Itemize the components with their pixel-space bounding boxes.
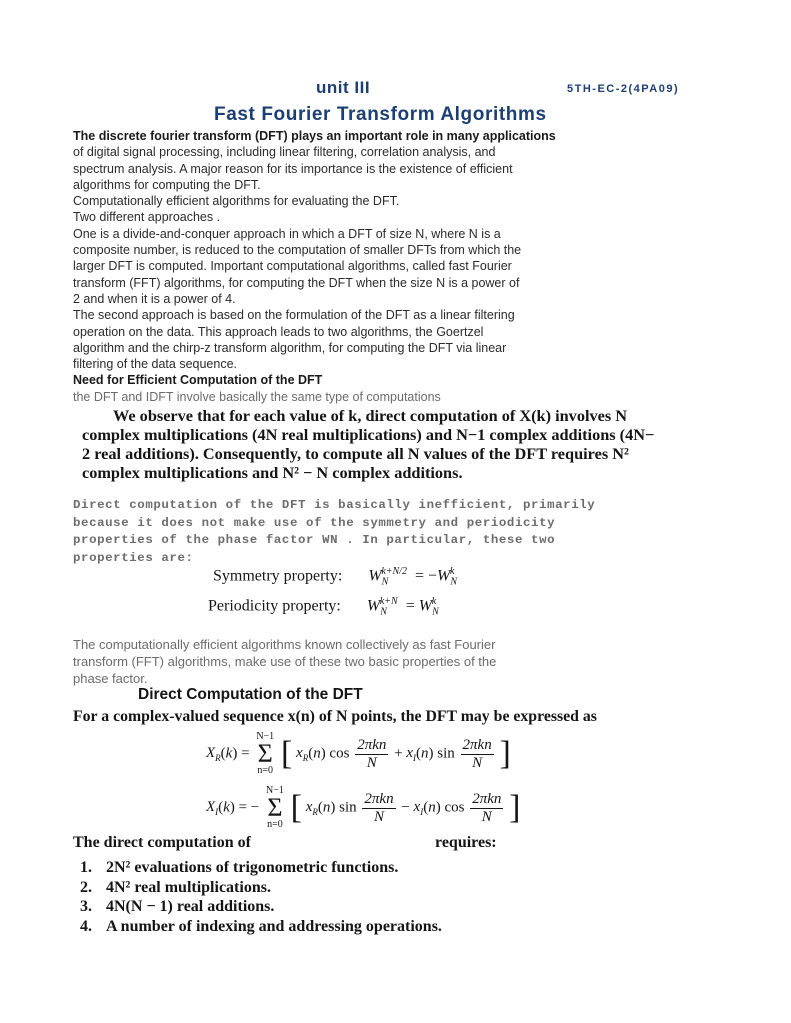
sum-symbol: N−1 Σ n=0 bbox=[266, 785, 284, 830]
intro-line: 2 and when it is a power of 4. bbox=[73, 291, 236, 306]
mono-line: Direct computation of the DFT is basically inefficient, primarily bbox=[73, 498, 596, 512]
unit-label: unit III bbox=[316, 78, 371, 97]
requires-left: The direct computation of bbox=[73, 834, 251, 851]
intro-line: composite number, is reduced to the computation of smaller DFTs from which the bbox=[73, 243, 522, 258]
periodicity-property bbox=[208, 596, 439, 618]
symmetry-property bbox=[213, 566, 457, 588]
observation-line: complex multiplications and N² − N complex additions. bbox=[82, 463, 463, 482]
mono-line: properties are: bbox=[73, 551, 194, 566]
observation-line: We observe that for each value of k, direct computation of X(k) involves N bbox=[113, 406, 628, 425]
list-item: 4. A number of indexing and addressing operations. bbox=[80, 917, 442, 935]
intro-line: algorithm and the chirp-z transform algorithm, for computing the DFT via linear bbox=[73, 340, 507, 355]
intro-line: The second approach is based on the formulation of the DFT as a linear filtering bbox=[73, 308, 515, 323]
imag-part-equation: $X_I(k)$ = − N−1 Σ n=0 [ $x_R(n)$ sin $\frac{\text{2πkn}}{N}$ − $x_I(n)$ cos $\frac{\text{2πkn}}{N}$ ] bbox=[206, 785, 521, 830]
requires-right: requires: bbox=[435, 834, 497, 851]
intro-line: filtering of the data sequence. bbox=[73, 357, 238, 372]
intro-line: operation on the data. This approach leads to two algorithms, the Goertzel bbox=[73, 324, 484, 339]
mono-line: properties of the phase factor WN . In particular, these two bbox=[73, 533, 556, 548]
periodicity-label: Periodicity property: bbox=[208, 597, 341, 615]
intro-line: algorithms for computing the DFT. bbox=[73, 177, 261, 192]
list-item: 3. 4N(N − 1) real additions. bbox=[80, 898, 275, 915]
periodicity-equation: $W_N^{k+N} = W_N^k$ bbox=[366, 596, 439, 618]
fft-line: The computationally efficient algorithms known collectively as fast Fourier bbox=[73, 637, 496, 652]
requirements-list bbox=[80, 858, 442, 936]
observation-line: complex multiplications (4N real multiplications) and N−1 complex additions (4N− bbox=[82, 425, 655, 444]
intro-paragraph bbox=[73, 128, 633, 405]
observation-line: 2 real additions). Consequently, to compute all N values of the DFT requires N² bbox=[82, 444, 629, 463]
symmetry-equation: $W_N^{k+N/2} = -W_N^k$ bbox=[368, 566, 457, 588]
sum-symbol: N−1 Σ n=0 bbox=[256, 731, 275, 776]
list-item: 1. 2N² evaluations of trigonometric functions. bbox=[80, 859, 399, 876]
intro-line: Computationally efficient algorithms for evaluating the DFT. bbox=[73, 194, 400, 209]
direct-heading: Direct Computation of the DFT bbox=[138, 686, 363, 703]
intro-line: larger DFT is computed. Important computational algorithms, called fast Fourier bbox=[73, 259, 512, 274]
fft-line: phase factor. bbox=[73, 671, 148, 686]
fft-line: transform (FFT) algorithms, make use of these two basic properties of the bbox=[73, 654, 497, 669]
need-heading: Need for Efficient Computation of the DFT bbox=[73, 373, 323, 388]
course-code: 5TH-EC-2(4PA09) bbox=[567, 83, 680, 95]
real-part-equation: $X_R(k)$ = N−1 Σ n=0 [ $x_R(n)$ cos $\frac{\text{2πkn}}{N}$ + $x_I(n)$ sin $\frac{\text{2πkn}}{N}$ ] bbox=[206, 731, 511, 776]
mono-line: because it does not make use of the symmetry and periodicity bbox=[73, 515, 556, 530]
symmetry-label: Symmetry property: bbox=[213, 567, 343, 585]
inefficiency-paragraph bbox=[73, 497, 595, 568]
observation-block bbox=[82, 406, 654, 482]
intro-line: The discrete fourier transform (DFT) plays an important role in many applications bbox=[73, 129, 556, 143]
list-item: 2. 4N² real multiplications. bbox=[80, 878, 271, 896]
intro-line: One is a divide-and-conquer approach in which a DFT of size N, where N is a bbox=[73, 226, 501, 241]
need-text: the DFT and IDFT involve basically the same type of computations bbox=[73, 389, 441, 404]
intro-line: spectrum analysis. A major reason for its importance is the existence of efficient bbox=[73, 161, 513, 176]
page-title: Fast Fourier Transform Algorithms bbox=[214, 104, 547, 125]
intro-line: transform (FFT) algorithms, for computing the DFT when the size N is a power of bbox=[73, 275, 520, 290]
direct-intro: For a complex-valued sequence x(n) of N points, the DFT may be expressed as bbox=[73, 708, 597, 725]
fft-paragraph bbox=[73, 636, 633, 687]
intro-line: Two different approaches . bbox=[73, 210, 221, 225]
intro-line: of digital signal processing, including linear filtering, correlation analysis, and bbox=[73, 145, 496, 160]
